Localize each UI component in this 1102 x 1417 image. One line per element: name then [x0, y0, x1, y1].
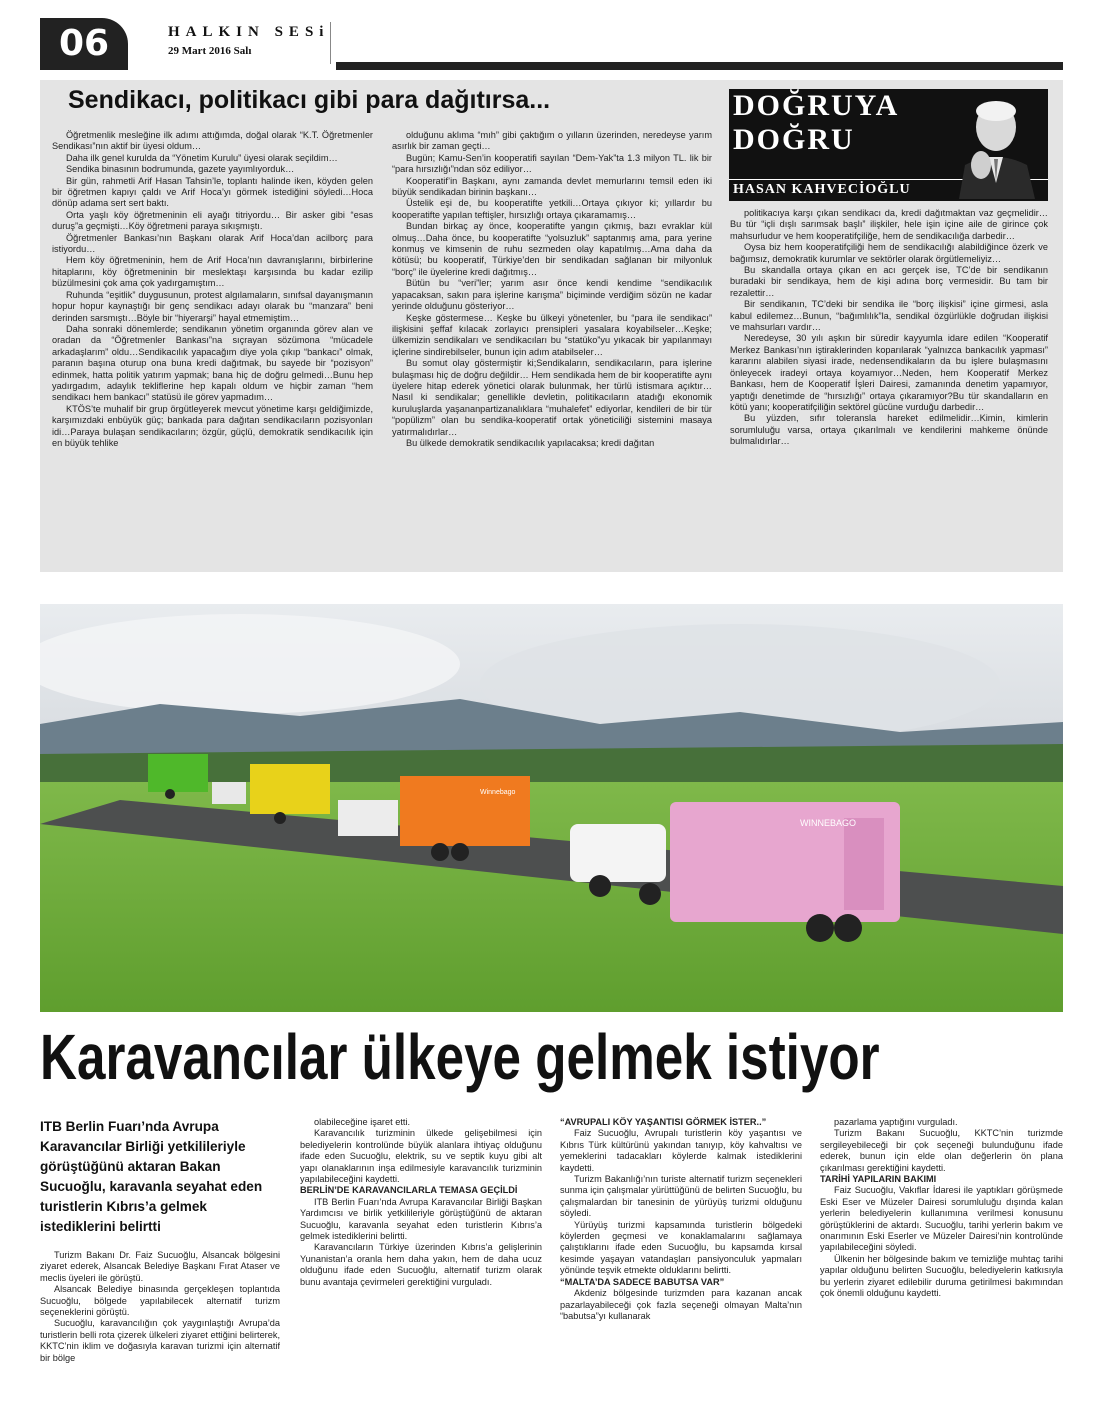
caravan-photo — [40, 604, 1063, 1012]
page-number: 06 — [40, 18, 128, 70]
column-brand — [729, 89, 1048, 201]
article-headline: Karavancılar ülkeye gelmek istiyor — [40, 1021, 880, 1093]
author-name: HASAN KAHVECİOĞLU — [733, 182, 911, 197]
author-portrait — [951, 91, 1041, 199]
article-column-1: Turizm Bakanı Dr. Faiz Sucuoğlu, Alsancak bölgesini ziyaret ederek, Alsancak Belediye Başkanı Fırat Ataser ve meclis üyeleri ile görüştü. Alsancak Belediye binasında gerçekleşen toplantıda Sucuoğlu, bölgede yapılabilecek alternatif turizm seçeneklerini görüştü. Sucuoğlu, karavancılığın çok yaygınlaştığı Avrupa’da turistlerin belli rota çizerek ülkeleri ziyaret ettiğini belirterek, KKTC’nin iklim ve doğasıyla karavan turizmi için alternatif bir bölge — [40, 1250, 280, 1363]
subheading-historic: TARİHİ YAPILARIN BAKIMI — [820, 1174, 937, 1185]
newspaper-name: HALKIN SESi — [168, 24, 330, 40]
column-text-1: Öğretmenlik mesleğine ilk adımı attığımda, doğal olarak “K.T. Öğretmenler Sendikası”nın aktif bir üyesi oldum… Daha ilk genel kurulda da “Yönetim Kurulu” üyesi olarak seçildim… Sendika binasının bodrumunda, gazete yayımlıyorduk… Bir gün, rahmetli Arif Hasan Tahsin’le, toplantı halinde iken, köyden gelen bir öğretmen kapıyı çaldı ve Arif Hoca’yı görmek istediğini söyledi…Hoca dönüp adama sert sert baktı. Orta yaşlı köy öğretmeninin eli ayağı titriyordu… Bir asker gibi “esas duruş”a geçmişti…Köy öğretmeni paraya sıkışmıştı. Öğretmenler Bankası’nın Başkanı olarak Arif Hoca’dan acilborç para istiyordu… Hem köy öğretmeninin, hem de Arif Hoca’nın davranışlarını, birbirlerine hitaplarını, köy öğretmeninin bir meslektaşı karşısında bu kadar ezilip büzülmesini çok ama çok yadırgamıştım… Ruhunda “eşitlik” duygusunun, protest algılamaların, sınıfsal dayanışmanın hopur hopur kaynaştığı bir genç sendikacı adayı olarak bu “manzara” beni derinden sarsmıştı…Böyle bir “hiyerarşi” hayal etmemiştim… Daha sonraki dönemlerde; sendikanın yönetim organında görev alan ve oradan da “Öğretmenler Bankası”na sıçrayan sözümona “mücadele arkadaşlarım” oldu…Sendikacılık yapacağım diye yola çıkıp “bankacı” olmak, paranın başına oturup ona buna kredi dağıtmak, bu sayede bir “pozisyon” edinmek, hatta politik yatırım yapmak; bana hiç de doğru gelmedi…Bunu hep yadırgadım, adaylık tekliflerine hep kapalı oldum ve hiçbir zaman “hem sendikacı hem bankacı” statüsü ile görev yapmadım… KTÖS’te muhalif bir grup örgütleyerek mevcut yönetime karşı geldiğimizde, karşımızdaki enbüyük güç; bankada para dağıtan sendikacıların pozisyonları idi…Paraya bulaşan sendikacıların; özgür, güçlü, demokratik sendikacılık için en büyük tehlike — [52, 130, 373, 448]
brand-line-1: DOĞRUYA — [733, 89, 900, 122]
caravan-logo-orange: Winnebago — [480, 789, 516, 796]
subheading-berlin: BERLİN’DE KARAVANCILARLA TEMASA GEÇİLDİ — [300, 1185, 518, 1196]
column-text-3: politikacıya karşı çıkan sendikacı da, kredi dağıtmaktan vaz geçmelidir…Bu tür “içli dışlı sarımsak başlı” ilişkiler, hele işin içine aile de girince çok mahsurludur ve hem kooperatifçiliğe, hem de sendikacılığa darbedir… Oysa biz hem kooperatifçiliği hem de sendikacılığı alabildiğince özerk ve bağımsız, demokratik kurumlar ve sektörler olarak örgütlemeliyiz… Bu skandalla ortaya çıkan en acı gerçek ise, TC’de bir sendikanın buradaki bir sendikaya, hem de kişi adına borç vermesidir. Bu tam bir rezalettir… Bir sendikanın, TC’deki bir sendika ile “borç ilişkisi” içine girmesi, asla kabul edilemez…Bunun, “bağımlılık”la, sendikal özgürlükle doğrudan ilişkisi ve mahsurları vardır… Neredeyse, 30 yılı aşkın bir süredir kayyumla idare edilen “Kooperatif Merkez Bankası’nın iştiraklerinden koparılarak “yalnızca bankacılık yapması” kararını alabilen siyasi irade, nedensendikaların da bu işlere bulaşmasını önleyecek iradeyi ortaya koyamıyor…Neden, hem Kooperatif Merkez Bankası, hem de Kooperatif İşleri Dairesi, zamanında denetim yapamıyor, yaptığı denetimde de “hırsızlığı” ortaya çıkaramıyor?Bu tür skandalların en kötü yanı; kooperatifçiliğin sektörel gücüne vurduğu darbedir… Bu yüzden, sıfır toleransla hareket edilmelidir…Kimin, kimlerin sorumluluğu varsa, ortaya çıkarılmalı ve kendilerini mahkeme önünde bulmalıdırlar… — [730, 208, 1048, 447]
article-column-3: “AVRUPALI KÖY YAŞANTISI GÖRMEK İSTER..” Faiz Sucuoğlu, Avrupalı turistlerin köy yaşantısı ve Kıbrıs Türk kültürünü yakından tanıyıp, köy kahvaltısı ve yemeklerini tadacakları köylerde kalmak istediklerini kaydetti. Turizm Bakanlığı’nın turiste alternatif turizm seçenekleri sunma için çalışmalar yürüttüğünü de belirten Sucuoğlu, bu çalışmalardan bir tanesinin de yürüyüş turizmi olduğunu söyledi. Yürüyüş turizmi kapsamında turistlerin bölgedeki köylerden geçmesi ve konaklamalarını sağlamaya çalıştıklarını ifade eden Sucuoğlu, bu kapsamda kırsal kesimde yaşayan vatandaşları pansiyonculuk yapmaları yönünde teşvik etmekte olduklarını belirtti. “MALTA’DA SADECE BABUTSA VAR” Akdeniz bölgesinde turizmden para kazanan ancak pazarlayabileceği çok fazla seçeneği olmayan Malta’nın “babutsa”yı kullanarak — [560, 1117, 802, 1321]
column-text-2: olduğunu aklıma “mıh” gibi çaktığım o yılların üzerinden, neredeyse yarım asırlık bir zaman geçti… Bugün; Kamu-Sen’in kooperatifi sayılan “Dem-Yak”ta 1.3 milyon TL. lik bir “para hırsızlığı”ndan söz ediliyor… Kooperatif’in Başkanı, aynı zamanda devlet memurlarını temsil eden iki büyük sendikadan birinin başkanı… Üstelik eşi de, bu kooperatifte yetkili…Ortaya çıkıyor ki; yıllardır bu kooperatifte yapılan teftişler, hırsızlığı ortaya çıkaramamış… Bundan birkaç ay önce, kooperatifte yangın çıkmış, bazı evraklar kül olmuş…Daha önce, bu kooperatifte “yolsuzluk” saptanmış ama, para yerine konmuş ve kimsenin de ruhu sezmeden olay kapatılmış…Ama daha da kötüsü; bu kooperatif, Türkiye’den bir sendikadan sağlanan bir milyonluk “borç” ile üyelerine kredi dağıtmış… Bütün bu “veri”ler; yarım asır önce kendi kendime “sendikacılık yapacaksan, sakın para işlerine karışma” biçiminde verdiğim sözün ne kadar yerinde olduğunu gösteriyor… Keşke göstermese… Keşke bu ülkeyi yönetenler, bu “para ile sendikacı” ilişkisini şeffaf kılacak zorlayıcı prensipleri yasalara koyabilseler…Keşke; ülkemizin sendikaları ve sendikacıları bu “statüko”yu yıkacak bir yapılanmayı içlerine sindirebilseler, bunun için adım atabilseler… Bu somut olay göstermiştir ki;Sendikaların, sendikacıların, para işlerine bulaşması hiç de doğru değildir… Hem sendikada hem de bir kooperatifte aynı üyelere hitap ederek yönetici olarak bulunmak, her türlü istismara açıktır…Nasıl ki sendikalar; genellikle devletin, politikacıların atadığı ekonomik kuruluşlarda yaşananpartizanalıklara “muhalefet” ediyorlar, kendileri de bir tür “popülizm” olan bu sendika-kooperatif ortak yöneticiliği sistemini masaya yatırmalıdırlar… Bu ülkede demokratik sendikacılık yapılacaksa; kredi dağıtan — [392, 130, 712, 448]
subheading-malta: “MALTA’DA SADECE BABUTSA VAR” — [560, 1276, 725, 1287]
column-title: Sendikacı, politikacı gibi para dağıtırsa... — [68, 86, 551, 114]
article-column-2: olabileceğine işaret etti. Karavancılık turizminin ülkede gelişebilmesi için belediyelerin kontrolünde büyük alanlara ihtiyaç olduğunu ifade eden Sucuoğlu, elektrik, su ve septik kuyu gibi alt yapı olanaklarının inşa edilmesiyle karavancılık turizminin yapılabileceğini kaydetti. BERLİN’DE KARAVANCILARLA TEMASA GEÇİLDİ ITB Berlin Fuarı’nda Avrupa Karavancılar Birliği Başkan Yardımcısı ve birlik yetkilileriyle görüştüğünü de aktaran Sucuoğlu, karavanla seyahat eden turistlerin Kıbrıs’a gelmek istediklerini belirtti. Karavancıların Türkiye üzerinden Kıbrıs’a gelişlerinin Yunanistan’a oranla hem daha yakın, hem de daha ucuz olduğunu ifade eden Sucuoğlu, alternatif turizm olarak bunu avantaja çevirmeleri gerektiğini vurguladı. — [300, 1117, 542, 1287]
page-header — [40, 18, 1063, 72]
issue-date: 29 Mart 2016 Salı — [168, 45, 252, 57]
caravan-logo-pink: WINNEBAGO — [800, 818, 857, 828]
subheading-village: “AVRUPALI KÖY YAŞANTISI GÖRMEK İSTER..” — [560, 1117, 767, 1127]
header-divider — [330, 22, 331, 64]
brand-line-2: DOĞRU — [733, 123, 855, 156]
opinion-column — [40, 80, 1063, 572]
article-lead: ITB Berlin Fuarı’nda Avrupa Karavancılar Birliği yetkilileriyle görüştüğünü aktaran Bakan Sucuoğlu, karavanla seyahat eden turistlerin Kıbrıs’a gelmek istediklerini belirtti — [40, 1119, 263, 1234]
header-rule — [336, 62, 1063, 70]
article-column-4: pazarlama yaptığını vurguladı. Turizm Bakanı Sucuoğlu, KKTC’nin turizmde sergileyebileceği bir çok seçeneği bulunduğunu ifade ederek, bunun için elde olan değerlerin ön plana çıkarılması gerektiğini kaydetti. TARİHİ YAPILARIN BAKIMI Faiz Sucuoğlu, Vakıflar İdaresi ile yaptıkları görüşmede Eski Eser ve Müzeler Dairesi sorumluluğu dışında kalan yerlerin belediyelerin kullanımına verilmesi konusunu görüştüklerini de aktardı. Sucuoğlu, tarihi yerlerin bakım ve onarımının Eski Eserler ve Müzeler Dairesi’nin kontrolünde yapılabileceğini söyledi. Ülkenin her bölgesinde bakım ve temizliğe muhtaç tarihi yapılar olduğunu belirten Sucuoğlu, belediyelerin katkısıyla bu yerlerin ziyaret edilebilir duruma getirilmesi bakımından çok önemli olduğunu kaydetti. — [820, 1117, 1063, 1299]
